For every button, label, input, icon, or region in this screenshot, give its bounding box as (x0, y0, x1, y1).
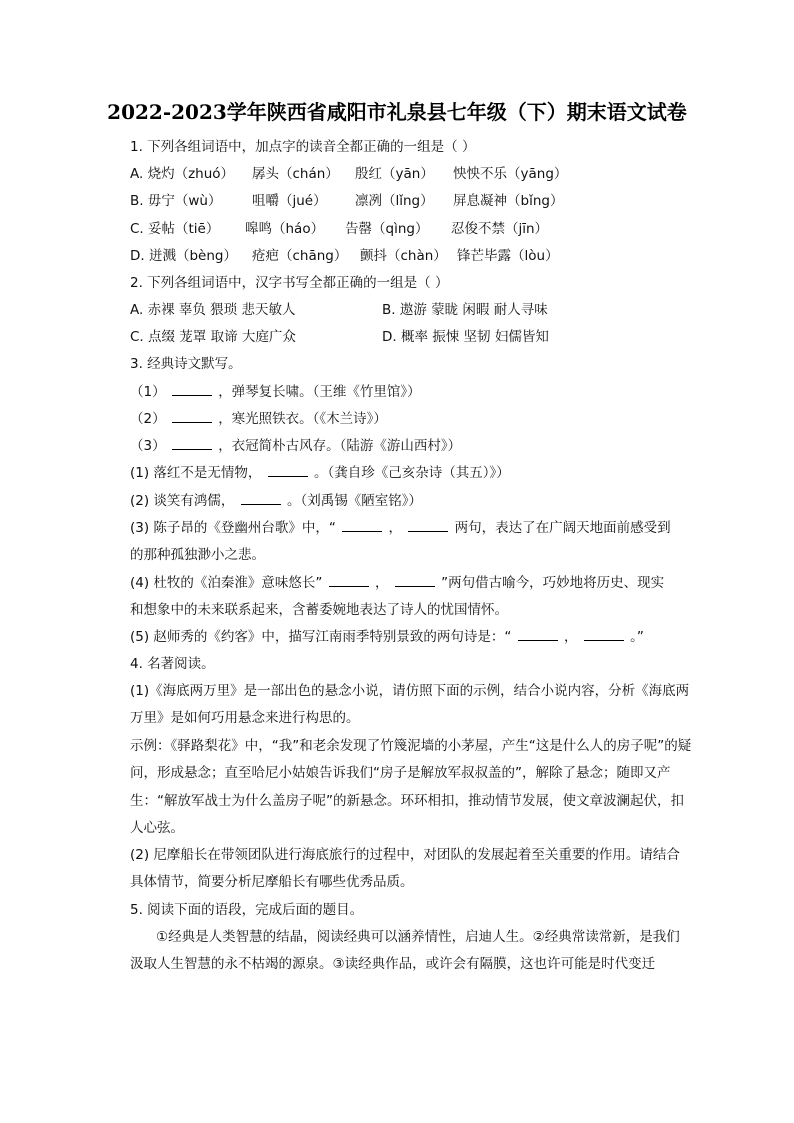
answer-blank[interactable] (342, 519, 382, 532)
q5-stem: 5. 阅读下面的语段，完成后面的题目。 (130, 902, 364, 918)
q4-part-1: (1)《海底两万里》是一部出色的悬念小说，请仿照下面的示例，结合小说内容，分析《海底两万里》是如何巧用悬念来进行构思的。 (130, 683, 690, 727)
q3-part-5 (130, 628, 644, 646)
q1-option-a-word4: 怏怏不乐（yāng） (453, 166, 568, 182)
q3-part-3-tail: 两句，表达了在广阔天地面前感受到 (454, 520, 671, 536)
q1-stem: 1. 下列各组词语中，加点字的读音全都正确的一组是（ ） (130, 139, 476, 155)
q4-example: 示例：《驿路梨花》中，“我”和老余发现了竹篾泥墙的小茅屋，产生“这是什么人的房子呢”的疑问，形成悬念；直至哈尼小姑娘告诉我们“房子是解放军叔叔盖的”，解除了悬念；随即又产生：“解放军战士为什么盖房子呢”的新悬念。环环相扣，推动情节发展，使文章波澜起伏，扣人心弦。 (130, 738, 692, 836)
q3-part-4-sep: ， (375, 575, 389, 591)
q1-option-d-word3: 颤抖（chàn） (360, 248, 447, 264)
q1-option-b-word1: B. 毋宁（wù） (130, 193, 222, 209)
q3-part-1 (130, 464, 510, 482)
q3-part-5-tail: 。” (630, 629, 644, 645)
q3-line-1-num: （1） (130, 384, 166, 400)
q3-part-3-sep: ， (388, 520, 403, 536)
answer-blank[interactable] (584, 628, 624, 641)
q2-option-d: D. 概率 振悚 坚韧 妇儒皆知 (382, 329, 549, 345)
q1-option-a-word3: 殷红（yān） (355, 166, 434, 182)
q3-line-3 (130, 437, 461, 455)
q2-option-c: C. 点缀 茏罩 取谛 大庭广众 (130, 329, 296, 345)
q1-option-b-word4: 屏息凝神（bǐng） (453, 193, 564, 209)
q3-part-2-lead: (2) 谈笑有鸿儒， (130, 493, 235, 509)
q2-option-a: A. 赤裸 辜负 猥琐 悲天敏人 (130, 302, 296, 318)
q3-part-4 (130, 574, 664, 592)
q3-part-4-lead: (4) 杜牧的《泊秦淮》意味悠长” (130, 575, 323, 591)
q2-option-b: B. 遨游 蒙眬 闲暇 耐人寻味 (382, 302, 548, 318)
q3-part-4-tail: ”两句借古喻今，巧妙地将历史、现实 (441, 575, 665, 591)
q3-line-1 (130, 383, 421, 401)
q3-line-3-num: （3） (130, 438, 166, 454)
q3-stem: 3. 经典诗文默写。 (130, 356, 242, 372)
q1-option-b-word3: 凛冽（lǐng） (355, 193, 434, 209)
q3-line-2 (130, 410, 387, 428)
q3-part-3-cont: 的那种孤独渺小之悲。 (130, 547, 265, 563)
q4-part-2: (2) 尼摩船长在带领团队进行海底旅行的过程中，对团队的发展起着至关重要的作用。请结合具体情节，简要分析尼摩船长有哪些优秀品质。 (130, 847, 680, 891)
q3-line-3-text: ，衣冠简朴古风存。（陆游《游山西村》） (218, 438, 462, 454)
q3-line-2-text: ，寒光照铁衣。（《木兰诗》） (218, 411, 387, 427)
q3-part-1-tail: 。（龚自珍《己亥杂诗（其五）》） (314, 465, 510, 481)
q1-option-d-word4: 锋芒毕露（lòu） (457, 248, 559, 264)
answer-blank[interactable] (172, 383, 212, 396)
q3-part-4-cont: 和想象中的未来联系起来，含蓄委婉地表达了诗人的忧国情怀。 (130, 602, 508, 618)
q1-option-c-word3: 告罄（qìng） (345, 221, 429, 237)
q1-option-d-word2: 疮疤（chāng） (252, 248, 348, 264)
answer-blank[interactable] (268, 464, 308, 477)
q3-part-5-lead: (5) 赵师秀的《约客》中，描写江南雨季特别景致的两句诗是：“ (130, 629, 512, 645)
answer-blank[interactable] (518, 628, 558, 641)
answer-blank[interactable] (408, 519, 448, 532)
answer-blank[interactable] (172, 410, 212, 423)
q1-option-c-word2: 嗥鸣（háo） (245, 221, 325, 237)
q3-part-2-tail: 。（刘禹锡《陋室铭》） (287, 493, 423, 509)
answer-blank[interactable] (241, 492, 281, 505)
q3-part-1-lead: (1) 落红不是无情物， (130, 465, 262, 481)
q3-part-3-lead: (3) 陈子昂的《登幽州台歌》中，“ (130, 520, 336, 536)
q1-option-c-word1: C. 妥帖（tiē） (130, 221, 220, 237)
answer-blank[interactable] (395, 574, 435, 587)
q3-part-5-sep: ， (564, 629, 578, 645)
q1-option-d-word1: D. 迸溅（bèng） (130, 248, 237, 264)
q1-option-b-word2: 咀嚼（jué） (252, 193, 327, 209)
q3-part-3 (130, 519, 671, 537)
q1-option-c-word4: 忍俊不禁（jīn） (451, 221, 549, 237)
q5-passage: ①经典是人类智慧的结晶，阅读经典可以涵养情性，启迪人生。②经典常读常新，是我们汲取人生智慧的永不枯竭的源泉。③读经典作品，或许会有隔膜，这也许可能是时代变迁 (130, 929, 680, 973)
q1-option-a-word2: 孱头（chán） (252, 166, 339, 182)
q3-line-2-num: （2） (130, 411, 166, 427)
q4-stem: 4. 名著阅读。 (130, 656, 215, 672)
q2-stem: 2. 下列各组词语中，汉字书写全都正确的一组是（ ） (130, 275, 449, 291)
q3-line-1-text: ，弹琴复长啸。（王维《竹里馆》） (218, 384, 421, 400)
exam-title: 2022-2023学年陕西省咸阳市礼泉县七年级（下）期末语文试卷 (107, 100, 687, 124)
q1-option-a-word1: A. 烧灼（zhuó） (130, 166, 235, 182)
answer-blank[interactable] (172, 437, 212, 450)
answer-blank[interactable] (329, 574, 369, 587)
q3-part-2 (130, 492, 422, 510)
